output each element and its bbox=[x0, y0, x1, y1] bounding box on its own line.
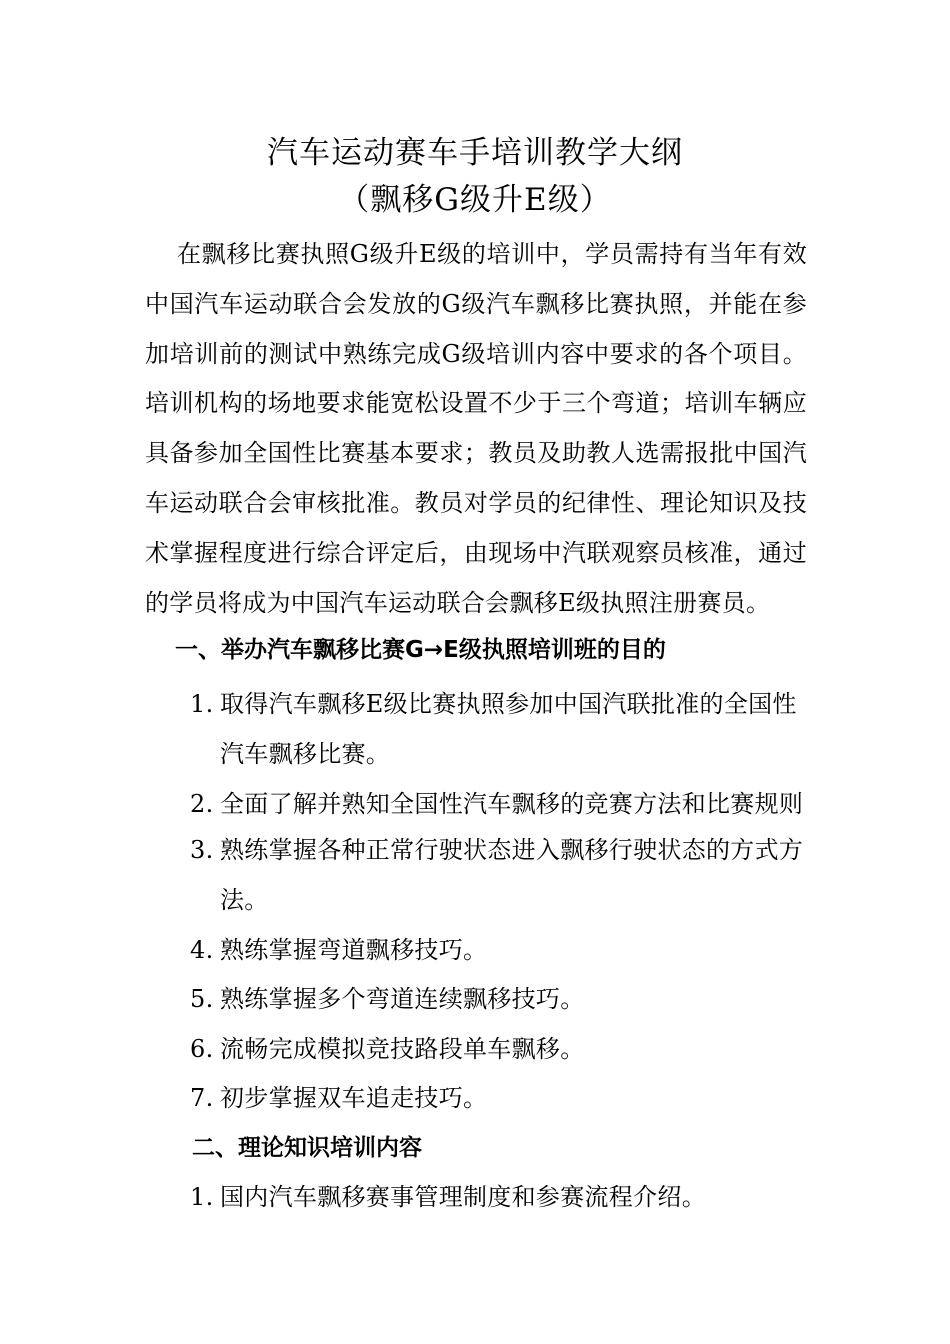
list-item bbox=[190, 780, 810, 830]
list-item bbox=[190, 1173, 810, 1223]
list-item-text: 取得汽车飘移E级比赛执照参加中国汽联批准的全国性汽车飘移比赛。 bbox=[220, 690, 797, 768]
list-item-number: 5. bbox=[190, 985, 214, 1013]
list-item bbox=[190, 926, 810, 976]
list-item-text: 熟练掌握各种正常行驶状态进入飘移行驶状态的方式方法。 bbox=[220, 836, 804, 914]
list-item bbox=[190, 975, 810, 1025]
section2-heading: 二、理论知识培训内容 bbox=[192, 1135, 422, 1161]
list-item-number: 1. bbox=[190, 1183, 214, 1211]
list-item-number: 4. bbox=[190, 936, 214, 964]
list-item bbox=[190, 680, 810, 780]
list-item-text: 全面了解并熟知全国性汽车飘移的竞赛方法和比赛规则 bbox=[220, 790, 804, 818]
section1-heading: 一、举办汽车飘移比赛G→E级执照培训班的目的 bbox=[175, 637, 666, 663]
list-item bbox=[190, 1074, 810, 1124]
intro-paragraph: 在飘移比赛执照G级升E级的培训中，学员需持有当年有效中国汽车运动联合会发放的G级汽车飘移比赛执照，并能在参加培训前的测试中熟练完成G级培训内容中要求的各个项目。培训机构的场地要求能宽松设置不少于三个弯道；培训车辆应具备参加全国性比赛基本要求；教员及助教人选需报批中国汽车运动联合会审核批准。教员对学员的纪律性、理论知识及技术掌握程度进行综合评定后，由现场中汽联观察员核准，通过的学员将成为中国汽车运动联合会飘移E级执照注册赛员。 bbox=[145, 240, 807, 617]
list-item bbox=[190, 1025, 810, 1075]
list-item-number: 1. bbox=[190, 690, 214, 718]
document-subtitle: （飘移G级升E级） bbox=[338, 182, 612, 218]
list-item-text: 熟练掌握多个弯道连续飘移技巧。 bbox=[220, 985, 585, 1013]
list-item-text: 流畅完成模拟竞技路段单车飘移。 bbox=[220, 1035, 585, 1063]
list-item-text: 熟练掌握弯道飘移技巧。 bbox=[220, 936, 488, 964]
list-item-number: 2. bbox=[190, 790, 214, 818]
document-title: 汽车运动赛车手培训教学大纲 bbox=[267, 135, 683, 171]
list-item-text: 初步掌握双车追走技巧。 bbox=[220, 1084, 488, 1112]
list-item-number: 7. bbox=[190, 1084, 214, 1112]
list-item bbox=[190, 826, 810, 926]
list-item-number: 3. bbox=[190, 836, 214, 864]
list-item-text: 国内汽车飘移赛事管理制度和参赛流程介绍。 bbox=[220, 1183, 706, 1211]
list-item-number: 6. bbox=[190, 1035, 214, 1063]
